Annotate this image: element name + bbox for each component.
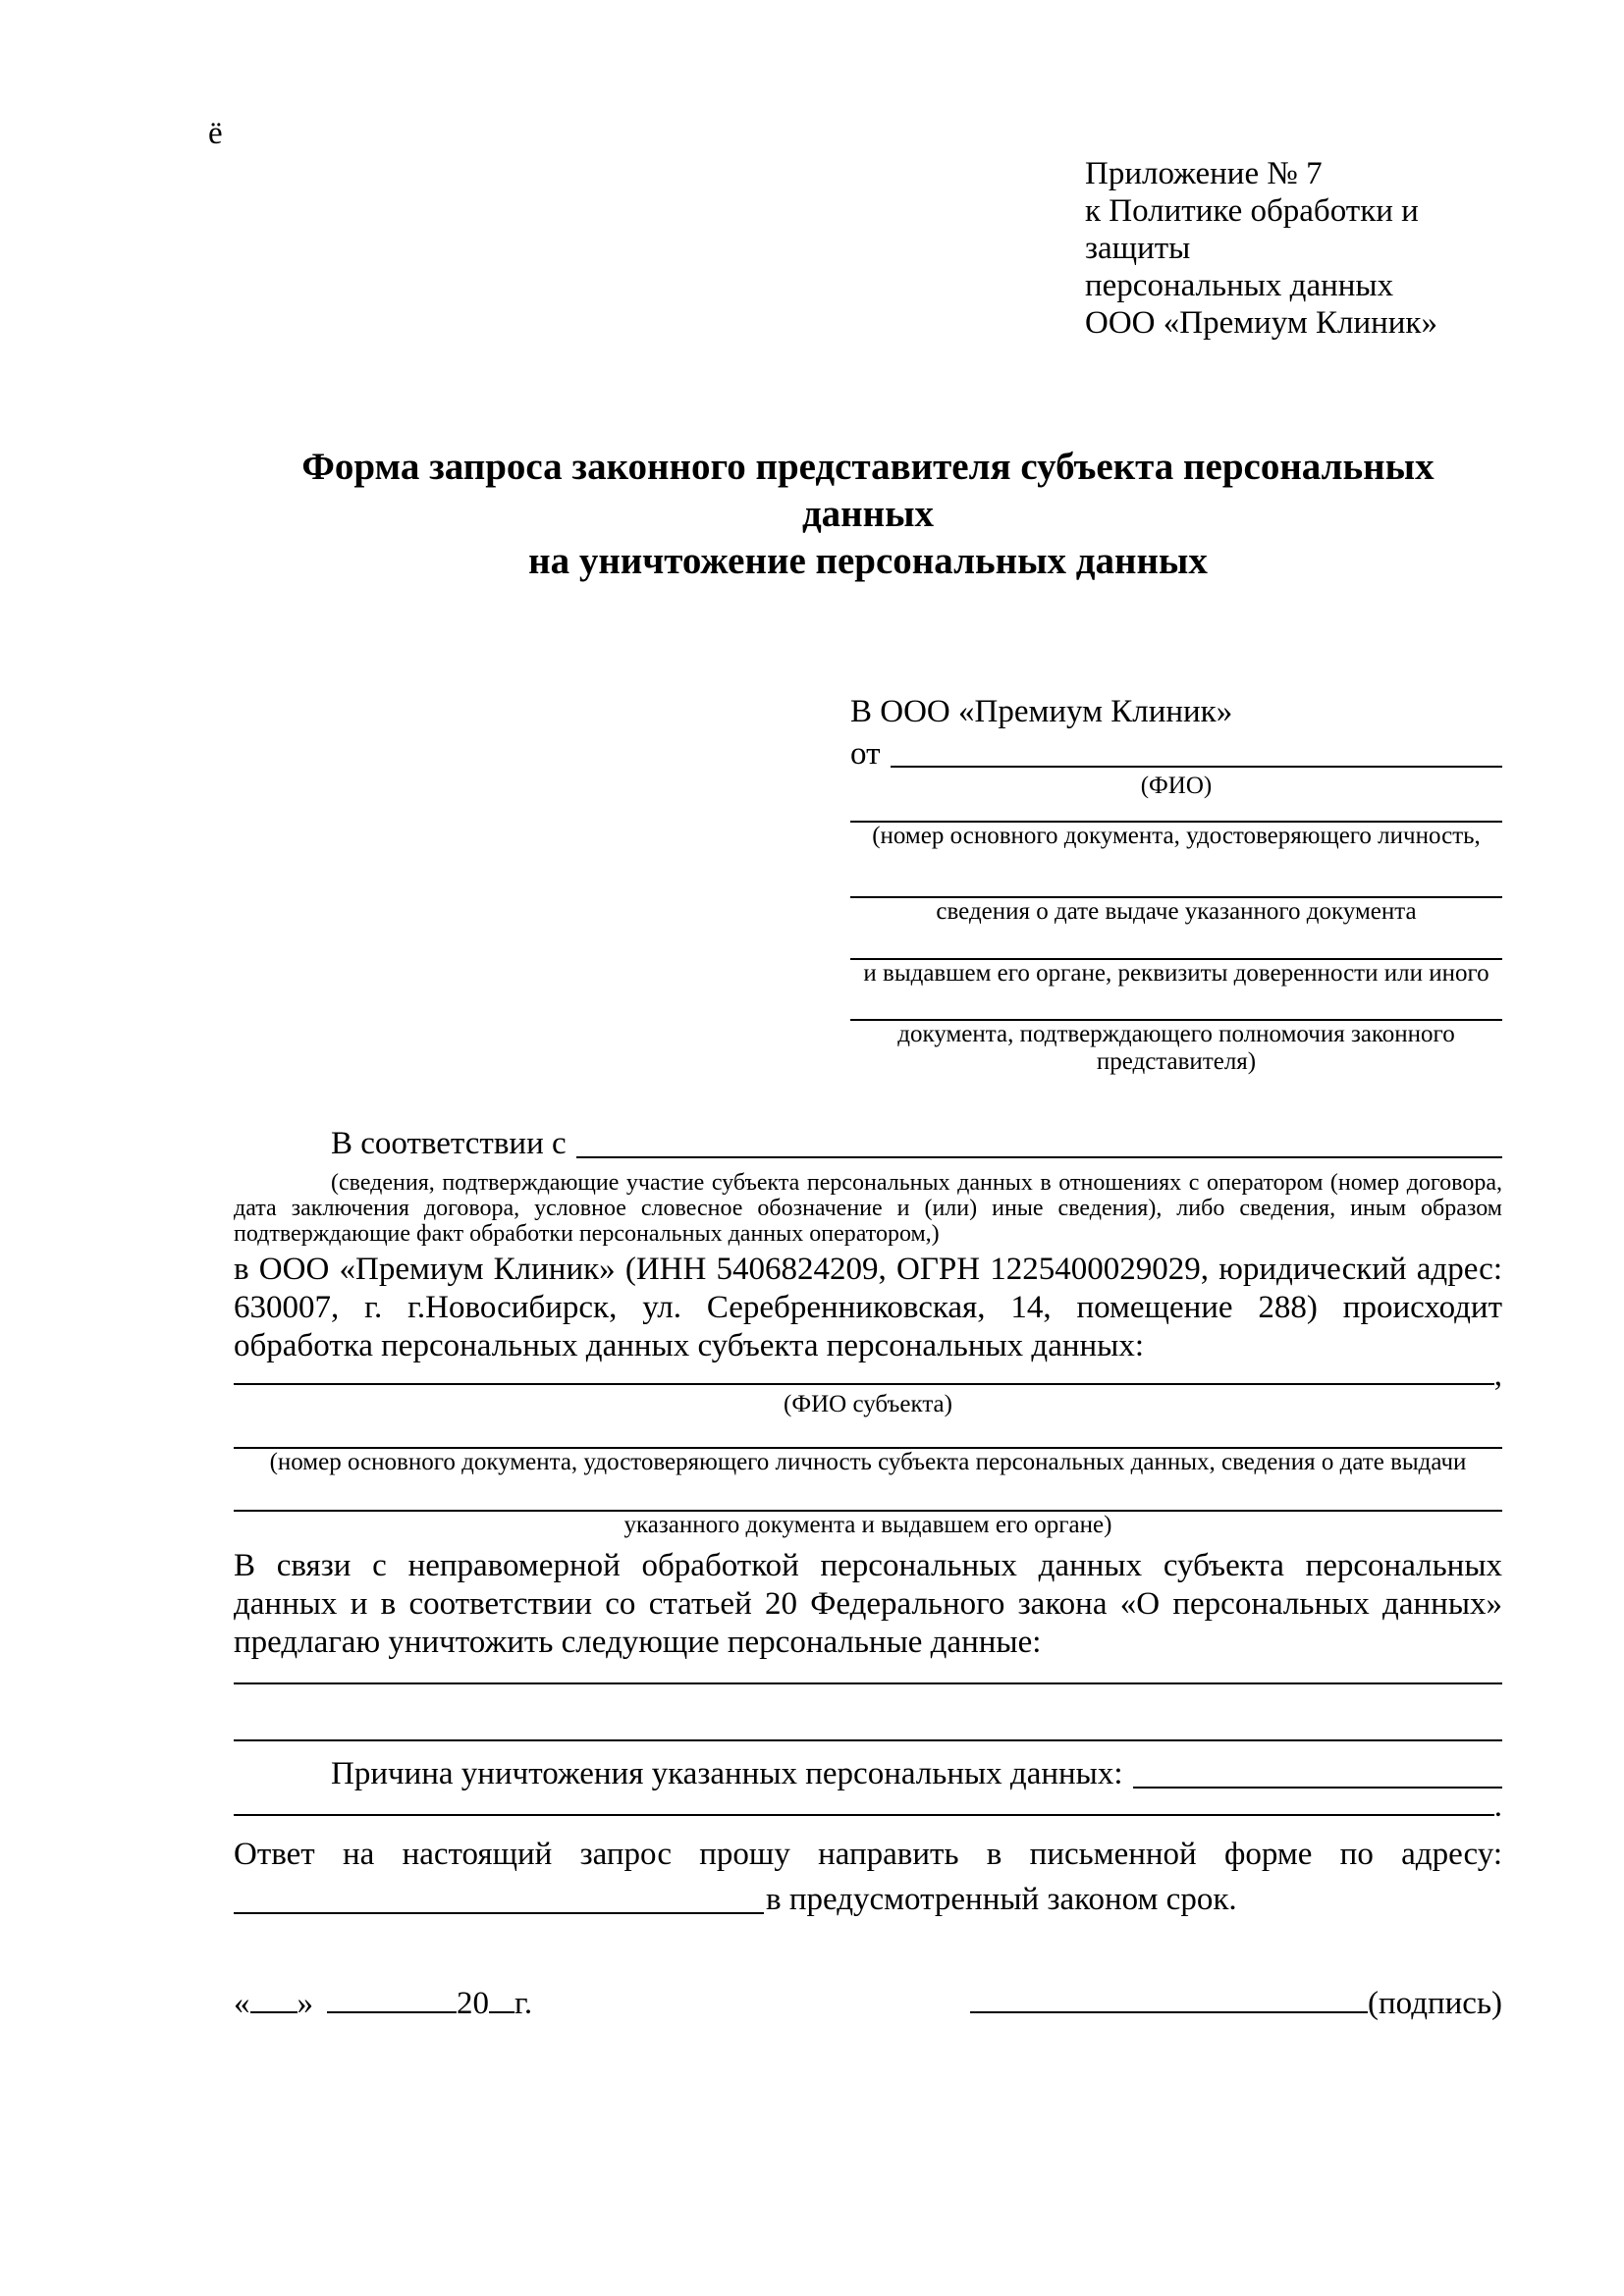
reason-continuation-blank-line bbox=[234, 1800, 1494, 1816]
demand-paragraph: В связи с неправомерной обработкой персональных данных субъекта персональных данных и в соответствии со статьей 20 Федерального закона «О персональных данных» предлагаю уничтожить следующие персональные данные: bbox=[234, 1548, 1502, 1660]
appendix-line: к Политике обработки и защиты bbox=[1085, 193, 1419, 266]
document-content bbox=[234, 0, 1502, 2026]
title-line-1: Форма запроса законного представителя субъекта персональных данных bbox=[301, 446, 1435, 535]
answer-address-row bbox=[234, 1877, 1502, 1922]
from-label: от bbox=[850, 736, 881, 772]
from-blank-line bbox=[891, 766, 1503, 768]
appendix-line: Приложение № 7 bbox=[1085, 156, 1323, 191]
date-month-blank-line bbox=[327, 2011, 457, 2013]
signature-blank-line bbox=[970, 2011, 1368, 2013]
data-blank-line-1 bbox=[234, 1662, 1502, 1684]
reason-label: Причина уничтожения указанных персональных данных: bbox=[331, 1756, 1123, 1791]
accordance-row bbox=[234, 1121, 1502, 1166]
issue-date-blank-line bbox=[850, 850, 1502, 898]
date-year-prefix: 20 bbox=[457, 1986, 489, 2021]
subject-fio-caption: (ФИО субъекта) bbox=[784, 1391, 952, 1417]
field-caption: и выдавшем его органе, реквизиты доверенности или иного bbox=[863, 960, 1489, 987]
appendix-line: ООО «Премиум Клиник» bbox=[1085, 305, 1437, 341]
field-caption: (номер основного документа, удостоверяющего личность, bbox=[872, 823, 1481, 849]
addressee-to: В ООО «Премиум Клиник» bbox=[850, 694, 1233, 729]
appendix-header bbox=[1085, 155, 1502, 342]
answer-row: Ответ на настоящий запрос прошу направить в письменной форме по адресу: bbox=[234, 1837, 1502, 1872]
addressee-block bbox=[850, 689, 1502, 1076]
document-number-blank-line bbox=[850, 799, 1502, 823]
subject-document-blank-line bbox=[234, 1418, 1502, 1449]
document-title bbox=[234, 444, 1502, 585]
fio-caption: (ФИО) bbox=[1140, 773, 1213, 799]
field-caption: документа, подтверждающего полномочия законного представителя) bbox=[897, 1021, 1455, 1075]
data-blank-line-2 bbox=[234, 1684, 1502, 1741]
issuing-authority-blank-line bbox=[850, 926, 1502, 960]
accordance-caption: (сведения, подтверждающие участие субъекта персональных данных в отношениях с оператором (номер договора, дата заключения договора, условное словесное обозначение и (или) иные сведения), либо сведения, иным образом подтверждающие факт обработки персональных данных оператором,) bbox=[234, 1170, 1502, 1247]
signature-group bbox=[970, 1981, 1502, 2026]
subject-fio-blank-line bbox=[234, 1367, 1494, 1385]
reason-row bbox=[234, 1751, 1502, 1796]
reason-continuation-row bbox=[234, 1789, 1502, 1824]
date-open-quote: « bbox=[234, 1986, 250, 2021]
title-line-2: на уничтожение персональных данных bbox=[528, 540, 1208, 582]
stray-character: ё bbox=[208, 116, 223, 151]
reason-period: . bbox=[1493, 1789, 1502, 1824]
authority-document-blank-line bbox=[850, 988, 1502, 1021]
subject-document-caption-2: указанного документа и выдавшем его органе) bbox=[623, 1512, 1112, 1538]
field-caption: сведения о дате выдаче указанного документа bbox=[936, 898, 1417, 925]
date-year-blank-line bbox=[489, 2011, 514, 2013]
reason-blank-line bbox=[1133, 1787, 1502, 1789]
signature-row bbox=[234, 1981, 1502, 2026]
accordance-blank-line bbox=[576, 1156, 1502, 1158]
answer-address-blank-line bbox=[234, 1912, 764, 1914]
date-day-blank-line bbox=[250, 2011, 298, 2013]
subject-document-caption-1: (номер основного документа, удостоверяющего личность субъекта персональных данных, сведения о дате выдачи bbox=[269, 1449, 1467, 1475]
subject-fio-row bbox=[234, 1358, 1502, 1393]
accordance-label: В соответствии с bbox=[331, 1126, 567, 1161]
answer-tail-text: в предусмотренный законом срок. bbox=[766, 1882, 1237, 1917]
subject-authority-blank-line bbox=[234, 1476, 1502, 1512]
subject-fio-comma: , bbox=[1493, 1358, 1502, 1393]
date-year-suffix: г. bbox=[514, 1986, 533, 2021]
operator-paragraph: в ООО «Премиум Клиник» (ИНН 5406824209, ОГРН 1225400029029, юридический адрес: 630007, г. г.Новосибирск, ул. Серебренниковская, 14, помещение 288) происходит обработка персональных данных субъекта персональных данных: bbox=[234, 1252, 1502, 1363]
date-group bbox=[234, 1981, 532, 2026]
date-close-quote: » bbox=[297, 1986, 313, 2021]
from-row bbox=[850, 734, 1502, 774]
signature-caption: (подпись) bbox=[1368, 1986, 1502, 2021]
appendix-line: персональных данных bbox=[1085, 268, 1394, 303]
